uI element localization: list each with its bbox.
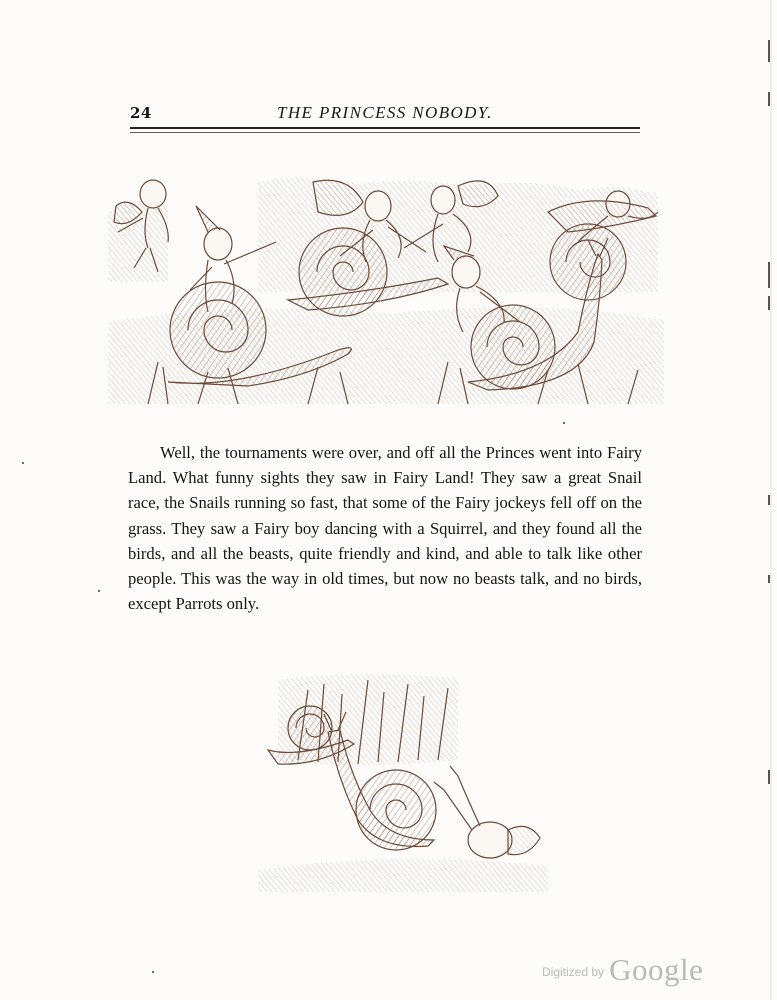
edge-mark (768, 575, 770, 583)
edge-mark (768, 770, 770, 784)
fairy-fallen-from-snail-illustration (258, 670, 548, 892)
running-title: THE PRINCESS NOBODY. (277, 103, 493, 122)
page-number: 24 (130, 104, 152, 122)
edge-mark (768, 296, 770, 310)
speck (98, 590, 100, 592)
edge-mark (768, 495, 770, 505)
header-rule (130, 127, 640, 129)
speck (563, 422, 565, 424)
fairy-snail-race-illustration (108, 172, 664, 404)
edge-mark (768, 262, 770, 288)
google-digitized-watermark (542, 952, 703, 988)
google-logo: Google (609, 952, 704, 987)
edge-mark (768, 40, 770, 62)
edge-mark (768, 92, 770, 106)
page-edge (770, 0, 772, 1000)
header-rule-thin (130, 132, 640, 133)
page-header (130, 100, 640, 134)
body-paragraph: Well, the tournaments were over, and off all the Princes went into Fairy Land. What funny sights they saw in Fairy Land! They saw a great Snail race, the Snails running so fast, that some of the Fairy jockeys fell off on the grass. They saw a Fairy boy dancing with a Squirrel, and they found all the birds, and all the beasts, quite friendly and kind, and able to talk like other people. This was the way in old times, but now no beasts talk, and no birds, except Parrots only. (128, 443, 642, 614)
speck (22, 462, 24, 464)
speck (152, 971, 154, 973)
watermark-prefix: Digitized by (542, 965, 605, 979)
